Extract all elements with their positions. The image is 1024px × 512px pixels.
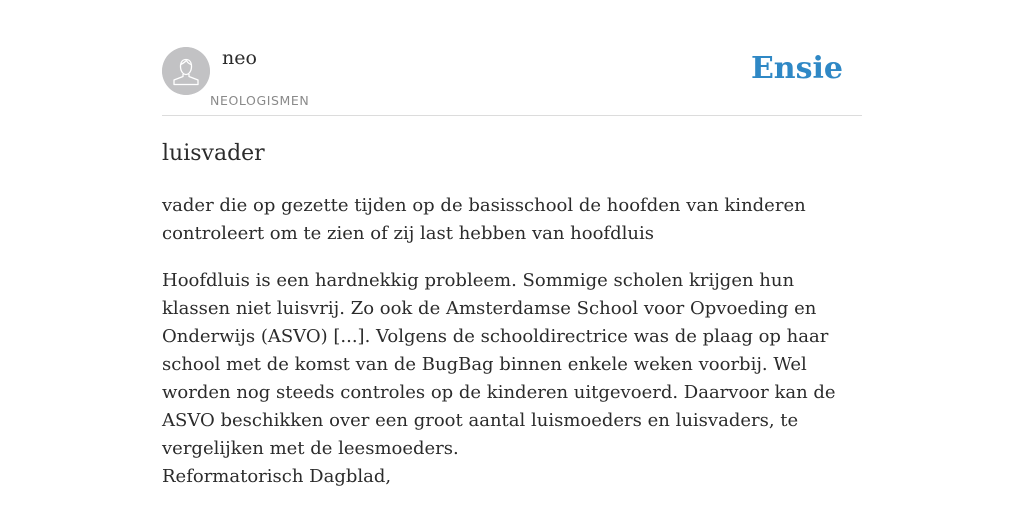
ensie-logo[interactable]: Ensie: [750, 51, 843, 86]
user-silhouette-icon[interactable]: [162, 47, 210, 95]
example-quote: Hoofdluis is een hardnekkig probleem. Sommige scholen krijgen hun klassen niet luisvrij. Zo ook de Amsterdamse School voor Opvoeding en Onderwijs (ASVO) [...]. Volgens de schooldirectrice was de plaag op haar school met de komst van de BugBag binnen enkele weken voorbij. Wel worden nog steeds controles op de kinderen uitgevoerd. Daarvoor kan de ASVO beschikken over een groot aantal luismoeders en luisvaders, te vergelijken met de leesmoeders.: [162, 270, 836, 459]
author-category[interactable]: NEOLOGISMEN: [210, 93, 310, 108]
entry-card: [162, 0, 862, 512]
entry-header: [162, 0, 862, 116]
entry-definition: vader die op gezette tijden op de basisschool de hoofden van kinderen controleert om te zien of zij last hebben van hoofdluis: [162, 195, 806, 244]
entry-term: luisvader: [162, 141, 265, 166]
example-source: Reformatorisch Dagblad,: [162, 466, 392, 487]
author-name[interactable]: neo: [222, 47, 257, 69]
entry-example: [162, 267, 862, 491]
